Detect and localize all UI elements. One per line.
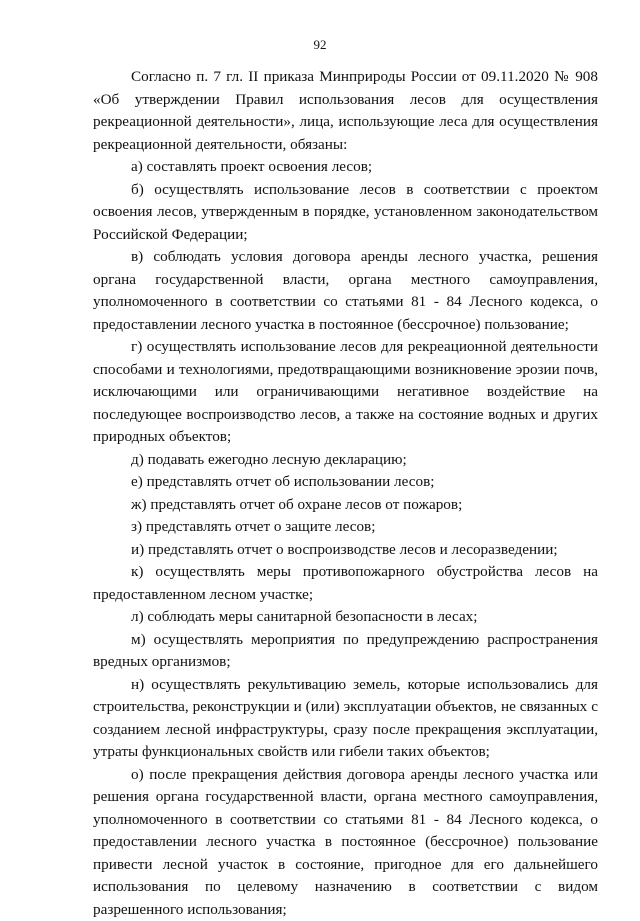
list-item-e: е) представлять отчет об использовании лесов; <box>93 471 598 494</box>
paragraph-intro: Согласно п. 7 гл. II приказа Минприроды России от 09.11.2020 № 908 «Об утверждении Правил использования лесов для осуществления рекреационной деятельности», лица, использующие леса для осуществления рекреационной деятельности, обязаны: <box>93 66 598 156</box>
list-item-m: м) осуществлять мероприятия по предупреждению распространения вредных организмов; <box>93 629 598 674</box>
list-item-l: л) соблюдать меры санитарной безопасности в лесах; <box>93 606 598 629</box>
list-item-g: г) осуществлять использование лесов для рекреационной деятельности способами и технологиями, предотвращающими возникновение эрозии почв, исключающими или ограничивающими негативное воздействие на последующее воспроизводство лесов, а также на состояние водных и других природных объектов; <box>93 336 598 449</box>
page-number: 92 <box>0 37 640 53</box>
list-item-d: д) подавать ежегодно лесную декларацию; <box>93 449 598 472</box>
list-item-zh: ж) представлять отчет об охране лесов от пожаров; <box>93 494 598 517</box>
list-item-b: б) осуществлять использование лесов в соответствии с проектом освоения лесов, утвержденным в порядке, установленном законодательством Российской Федерации; <box>93 179 598 247</box>
list-item-z: з) представлять отчет о защите лесов; <box>93 516 598 539</box>
list-item-k: к) осуществлять меры противопожарного обустройства лесов на предоставленном лесном участке; <box>93 561 598 606</box>
list-item-i: и) представлять отчет о воспроизводстве лесов и лесоразведении; <box>93 539 598 562</box>
list-item-a: а) составлять проект освоения лесов; <box>93 156 598 179</box>
document-body <box>93 66 598 921</box>
list-item-n: н) осуществлять рекультивацию земель, которые использовались для строительства, реконструкции и (или) эксплуатации объектов, не связанных с созданием лесной инфраструктуры, сразу после прекращения эксплуатации, утраты функциональных свойств или гибели таких объектов; <box>93 674 598 764</box>
list-item-o: о) после прекращения действия договора аренды лесного участка или решения органа государственной власти, органа местного самоуправления, уполномоченного в соответствии со статьями 81 - 84 Лесного кодекса, о предоставлении лесного участка в постоянное (бессрочное) пользование привести лесной участок в состояние, пригодное для его дальнейшего использования по целевому назначению в соответствии с видом разрешенного использования; <box>93 764 598 921</box>
list-item-v: в) соблюдать условия договора аренды лесного участка, решения органа государственной власти, органа местного самоуправления, уполномоченного в соответствии со статьями 81 - 84 Лесного кодекса, о предоставлении лесного участка в постоянное (бессрочное) пользование; <box>93 246 598 336</box>
